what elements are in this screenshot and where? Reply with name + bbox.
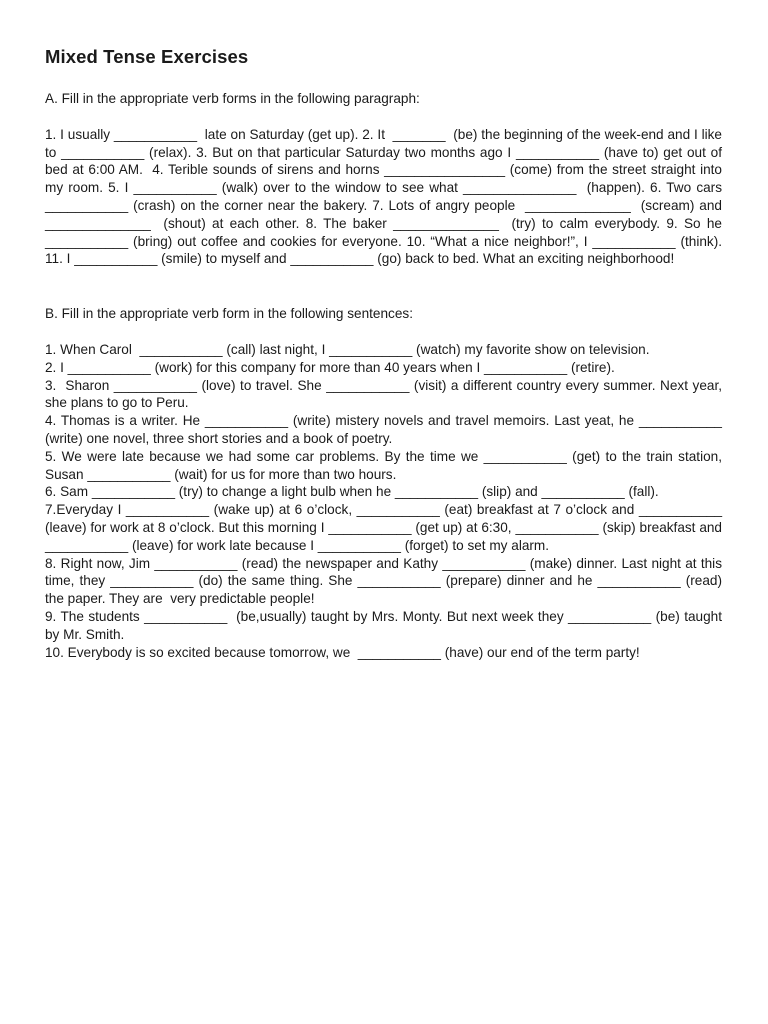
exercise-item: 9. The students ___________ (be,usually) taught by Mrs. Monty. But next week they ___________ (be) taught by Mr. Smith. (45, 608, 726, 642)
worksheet-page (45, 46, 726, 661)
section-a-paragraph: 1. I usually ___________ late on Saturday (get up). 2. It _______ (be) the beginning of the week-end and I like to ___________ (relax). 3. But on that particular Saturday two months ago I ___________ (have to) get out of bed at 6:00 AM. 4. Terible sounds of sirens and horns ________________ (come) from the street straight into my room. 5. I ___________ (walk) over to the window to see what _______________ (happen). 6. Two cars ___________ (crash) on the corner near the bakery. 7. Lots of angry people ______________ (scream) and ______________ (shout) at each other. 8. The baker ______________ (try) to calm everybody. 9. So he ___________ (bring) out coffee and cookies for everyone. 10. “What a nice neighbor!”, I ___________ (think). 11. I ___________ (smile) to myself and ___________ (go) back to bed. What an exciting neighborhood! (45, 126, 726, 267)
exercise-item: 8. Right now, Jim ___________ (read) the newspaper and Kathy ___________ (make) dinner. Last night at this time, they ___________ (do) the same thing. She ___________ (prepare) dinner and he ___________ (read) the paper. They are very predictable people! (45, 555, 726, 607)
exercise-item: 2. I ___________ (work) for this company for more than 40 years when I ___________ (retire). (45, 359, 615, 375)
section-b (45, 305, 726, 661)
section-b-items (45, 341, 726, 661)
section-b-instruction: B. Fill in the appropriate verb form in the following sentences: (45, 306, 413, 322)
section-a-instruction: A. Fill in the appropriate verb forms in the following paragraph: (45, 91, 420, 106)
exercise-item: 6. Sam ___________ (try) to change a light bulb when he ___________ (slip) and ___________ (fall). (45, 484, 659, 500)
exercise-item: 1. When Carol ___________ (call) last night, I ___________ (watch) my favorite show on television. (45, 341, 650, 357)
page-title: Mixed Tense Exercises (45, 46, 249, 67)
section-a (45, 90, 726, 268)
exercise-item: 7.Everyday I ___________ (wake up) at 6 o’clock, ___________ (eat) breakfast at 7 o’clock and ___________ (leave) for work at 8 o’clock. But this morning I ___________ (get up) at 6:30, ___________ (skip) breakfast and ___________ (leave) for work late because I ___________ (forget) to set my alarm. (45, 502, 726, 553)
exercise-item: 3. Sharon ___________ (love) to travel. She ___________ (visit) a different country every summer. Next year, she plans to go to Peru. (45, 377, 726, 411)
exercise-item: 4. Thomas is a writer. He ___________ (write) mistery novels and travel memoirs. Last yeat, he ___________ (write) one novel, three short stories and a book of poetry. (45, 413, 726, 446)
exercise-item: 5. We were late because we had some car problems. By the time we ___________ (get) to the train station, Susan ___________ (wait) for us for more than two hours. (45, 448, 726, 482)
exercise-item: 10. Everybody is so excited because tomorrow, we ___________ (have) our end of the term party! (45, 644, 640, 660)
